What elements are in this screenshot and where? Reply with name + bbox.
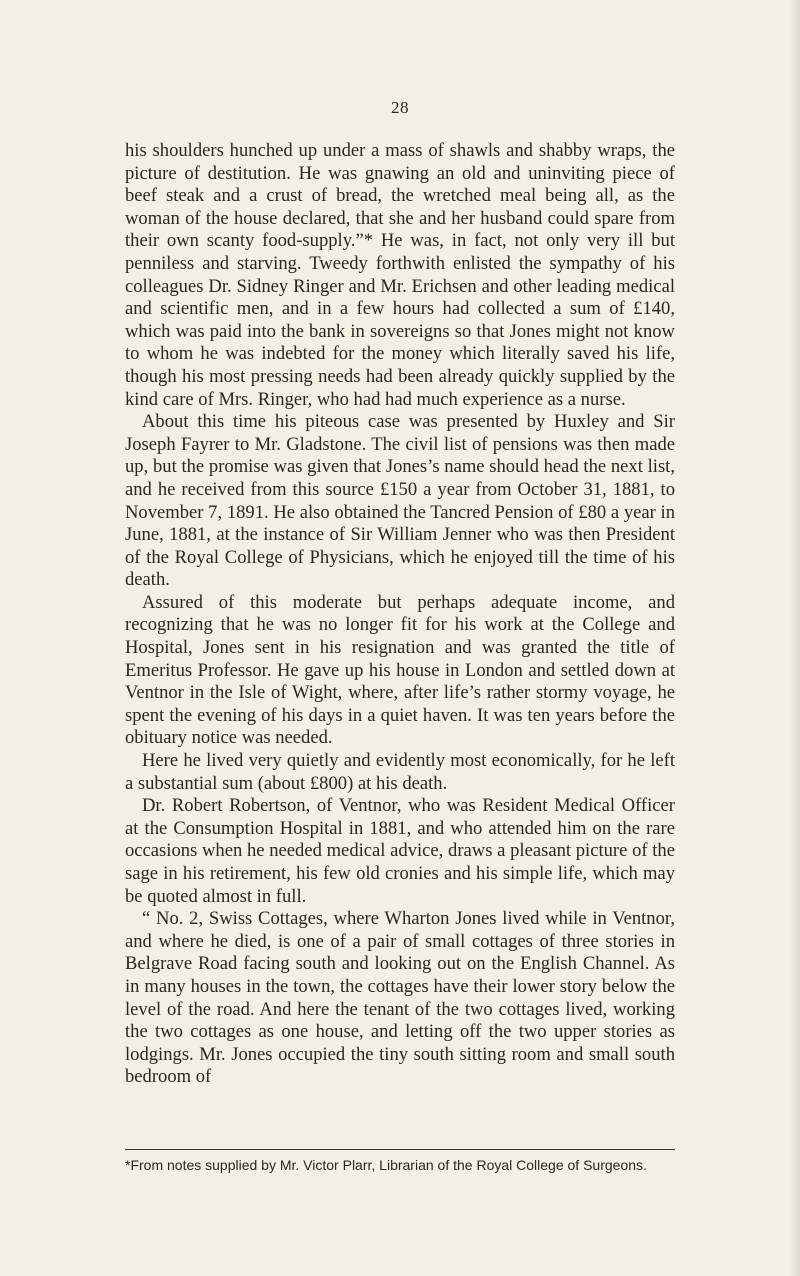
paragraph-5: Dr. Robert Robertson, of Ventnor, who was Resident Medical Officer at the Consumption Hospital in 1881, and who attended him on the rare occasions when he needed medical advice, draws a pleasant picture of the sage in his retirement, his few old cronies and his simple life, which may be quoted almost in full. — [125, 795, 675, 907]
footnote-rule — [125, 1149, 675, 1150]
paragraph-3: Assured of this moderate but perhaps adequate income, and recognizing that he was no longer fit for his work at the College and Hospital, Jones sent in his resignation and was granted the title of Emeritus Professor. He gave up his house in London and settled down at Ventnor in the Isle of Wight, where, after life’s rather stormy voyage, he spent the evening of his days in a quiet haven. It was ten years before the obituary notice was needed. — [125, 591, 675, 749]
body-text — [125, 140, 675, 1089]
paragraph-2: About this time his piteous case was presented by Huxley and Sir Joseph Fayrer to Mr. Gladstone. The civil list of pensions was then made up, but the promise was given that Jones’s name should head the next list, and he received from this source £150 a year from October 31, 1881, to November 7, 1891. He also obtained the Tancred Pension of £80 a year in June, 1881, at the instance of Sir William Jenner who was then President of the Royal College of Physicians, which he enjoyed till the time of his death. — [125, 411, 675, 591]
page-number: 28 — [391, 98, 409, 117]
footnote: *From notes supplied by Mr. Victor Plarr, Librarian of the Royal College of Surgeons. — [125, 1157, 647, 1173]
paragraph-1: his shoulders hunched up under a mass of shawls and shabby wraps, the picture of destitution. He was gnawing an old and uninviting piece of beef steak and a crust of bread, the wretched meal being all, as the woman of the house declared, that she and her husband could spare from their own scanty food-supply.”* He was, in fact, not only very ill but penniless and starving. Tweedy forthwith enlisted the sympathy of his colleagues Dr. Sidney Ringer and Mr. Erichsen and other leading medical and scientific men, and in a few hours had collected a sum of £140, which was paid into the bank in sovereigns so that Jones might not know to whom he was indebted for the money which literally saved his life, though his most pressing needs had been already quickly supplied by the kind care of Mrs. Ringer, who had had much experience as a nurse. — [125, 140, 675, 410]
page-edge-shadow — [790, 0, 800, 1276]
paragraph-4: Here he lived very quietly and evidently most economically, for he left a substantial sum (about £800) at his death. — [125, 750, 675, 794]
paragraph-6: “ No. 2, Swiss Cottages, where Wharton Jones lived while in Ventnor, and where he died, is one of a pair of small cottages of three stories in Belgrave Road facing south and looking out on the English Channel. As in many houses in the town, the cottages have their lower story below the level of the road. And here the tenant of the two cottages lived, working the two cottages as one house, and letting off the two upper stories as lodgings. Mr. Jones occupied the tiny south sitting room and small south bedroom of — [125, 908, 675, 1088]
